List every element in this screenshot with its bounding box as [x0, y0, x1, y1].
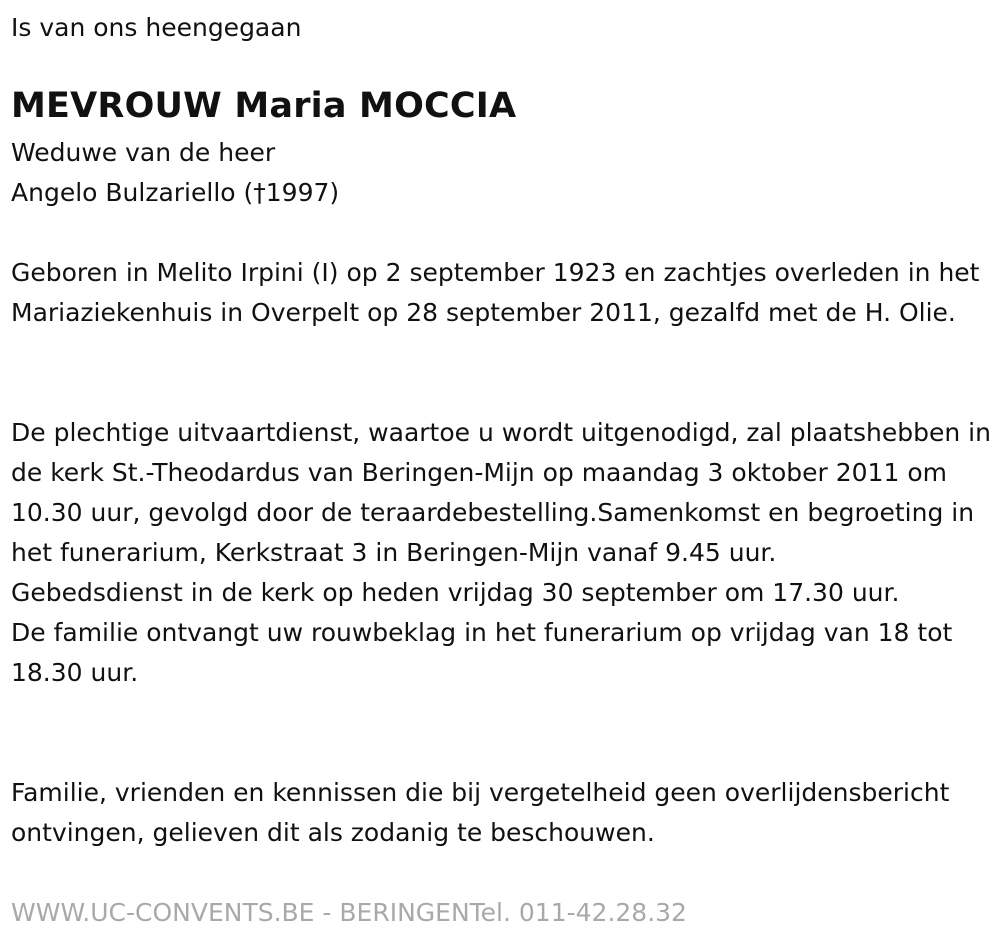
footer-source: WWW.UC-CONVENTS.BE - BERINGENTel. 011-42.28.32 — [11, 898, 687, 927]
funeral-service-text: De plechtige uitvaartdienst, waartoe u wordt uitgenodigd, zal plaatshebben in de kerk St.-Theodardus van Beringen-Mijn op maandag 3 oktober 2011 om 10.30 uur, gevolgd door de teraardebestelling.Samenkomst en begroeting in het funerarium, Kerkstraat 3 in Beringen-Mijn vanaf 9.45 uur. — [11, 418, 991, 567]
prayer-service-text: Gebedsdienst in de kerk op heden vrijdag 30 september om 17.30 uur. — [11, 578, 900, 607]
visitation-text: De familie ontvangt uw rouwbeklag in het funerarium op vrijdag van 18 tot 18.30 uur. — [11, 618, 953, 687]
spouse-block — [11, 133, 991, 213]
service-paragraph — [11, 413, 991, 693]
spouse-line-2: Angelo Bulzariello (†1997) — [11, 178, 340, 207]
spouse-line-1: Weduwe van de heer — [11, 138, 276, 167]
deceased-name: MEVROUW Maria MOCCIA — [11, 86, 517, 126]
closing-paragraph — [11, 773, 991, 853]
birth-death-text: Geboren in Melito Irpini (I) op 2 september 1923 en zachtjes overleden in het Mariaziekenhuis in Overpelt op 28 september 2011, gezalfd met de H. Olie. — [11, 258, 980, 327]
closing-text: Familie, vrienden en kennissen die bij vergetelheid geen overlijdensbericht ontvingen, gelieven dit als zodanig te beschouwen. — [11, 778, 950, 847]
intro-line: Is van ons heengegaan — [11, 13, 302, 42]
birth-death-paragraph — [11, 253, 991, 333]
